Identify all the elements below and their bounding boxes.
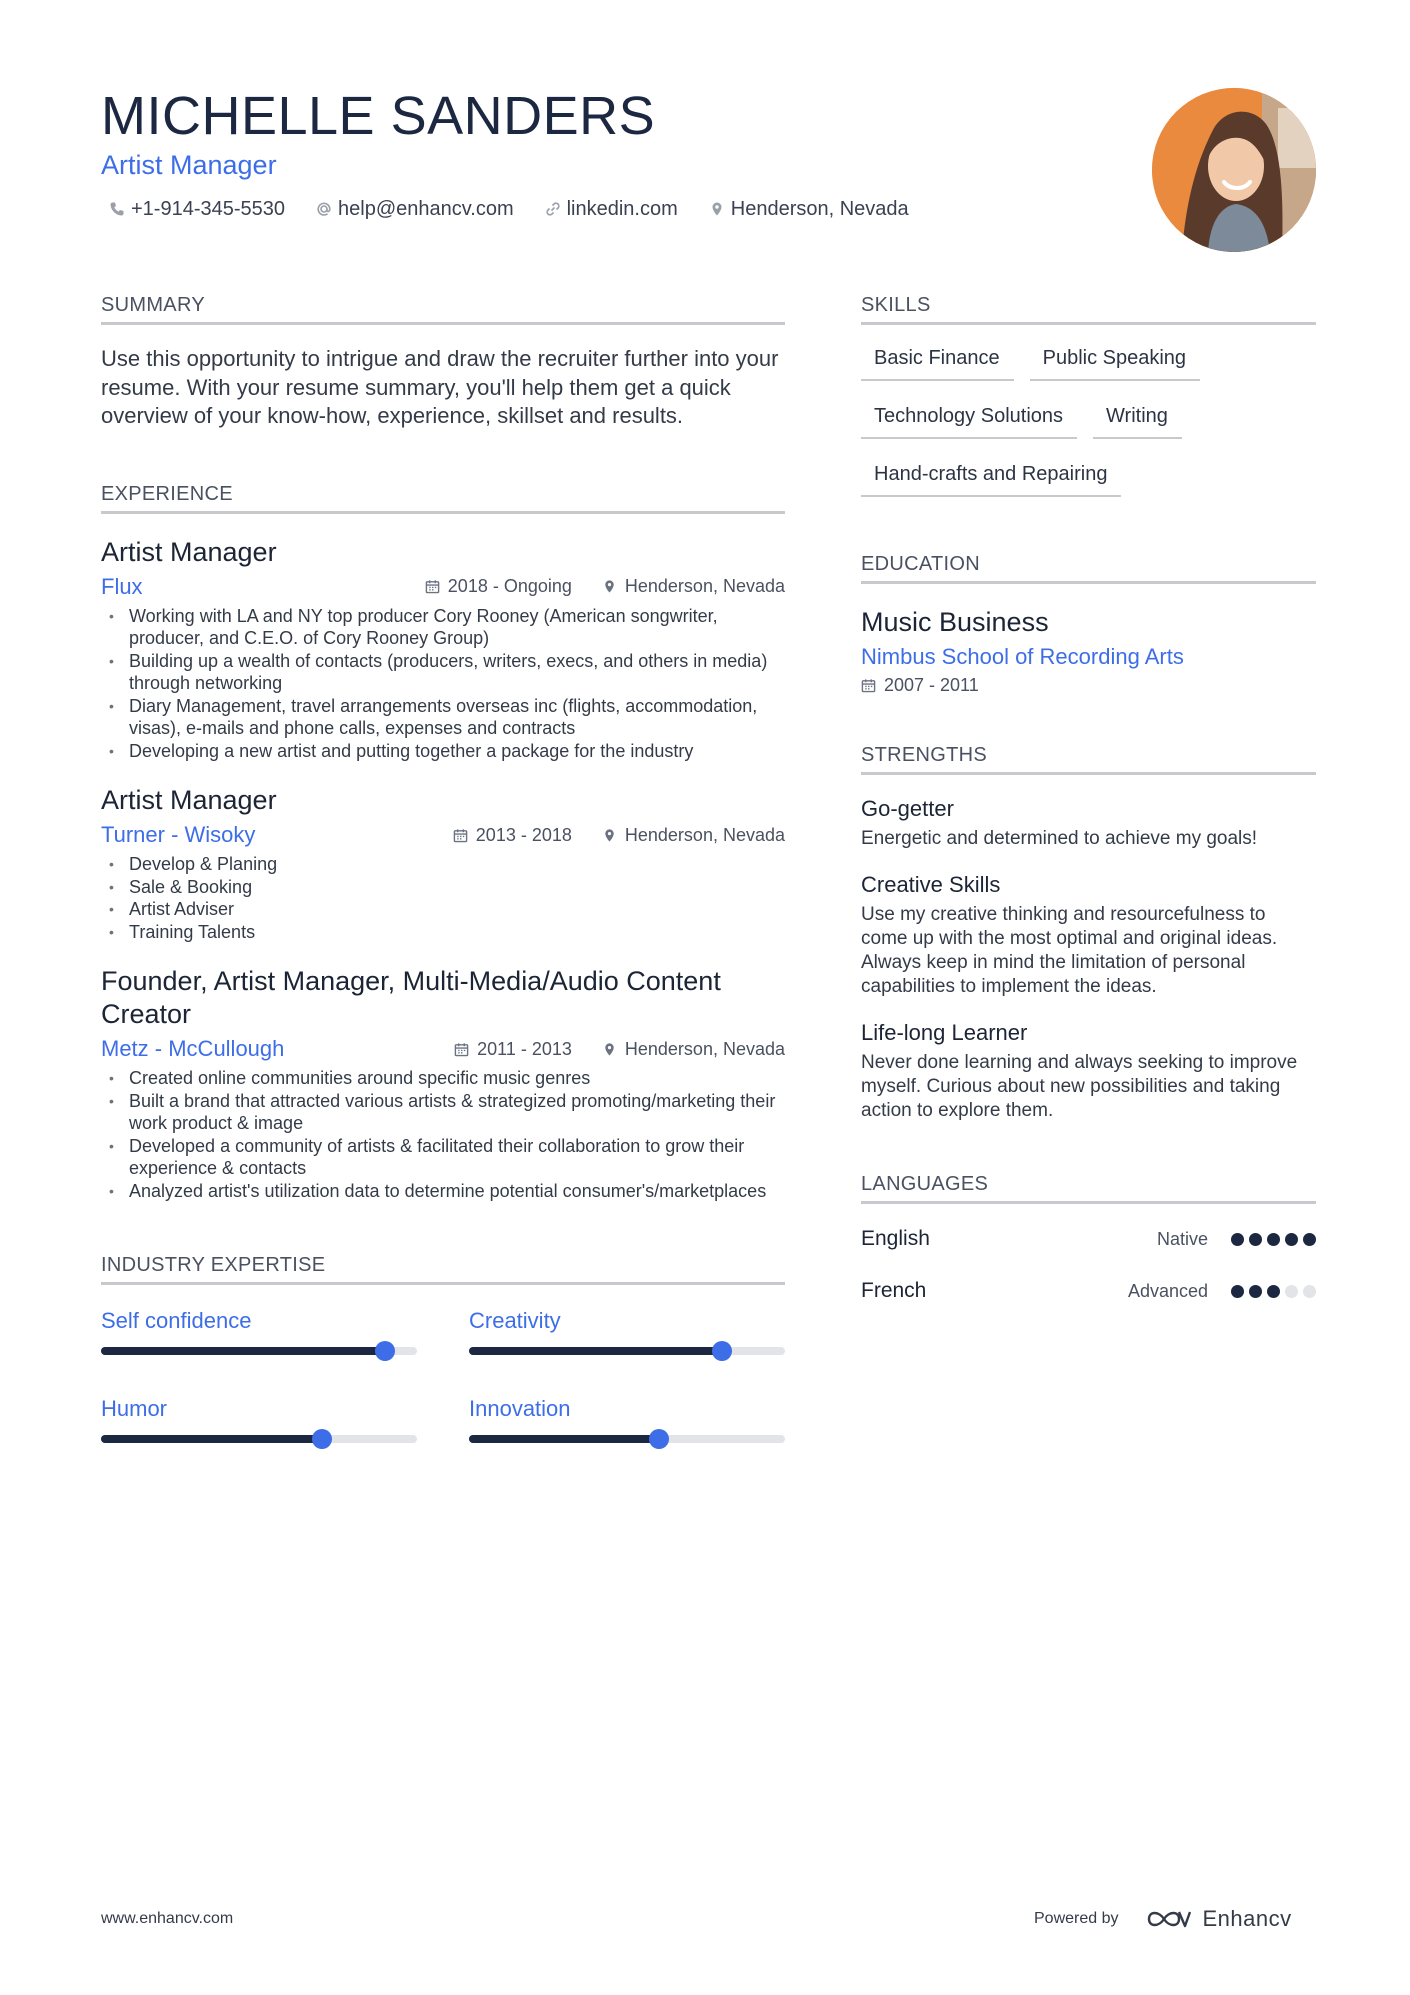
skills-section [861, 292, 1316, 513]
education-section [861, 551, 1316, 696]
job-meta [424, 1039, 785, 1060]
footer-url[interactable]: www.enhancv.com [101, 1910, 234, 1927]
job-meta-row [101, 573, 785, 601]
list-item: • Developed a community of artists & facilitated their collaboration to grow their experience & contacts [101, 1135, 785, 1180]
summary-section [101, 292, 785, 431]
contact-bar [108, 196, 939, 222]
list-item: • Diary Management, travel arrangements overseas inc (flights, accommodation, visas), e-mails and phone calls, expenses and contracts [101, 695, 785, 740]
at-icon [315, 200, 333, 218]
company-name: Metz - McCullough [101, 1036, 285, 1061]
proficiency-dot [1303, 1233, 1316, 1246]
expertise-item [469, 1395, 785, 1443]
list-item: • Analyzed artist's utilization data to determine potential consumer's/marketplaces [101, 1180, 785, 1203]
job-title: Artist Manager [101, 536, 277, 567]
industry-expertise-heading: INDUSTRY EXPERTISE [101, 1252, 785, 1285]
proficiency-dot [1267, 1233, 1280, 1246]
link-icon [544, 200, 562, 218]
strength-title: Go-getter [861, 796, 954, 821]
school-name: Nimbus School of Recording Arts [861, 644, 1184, 669]
job-dates-text: 2018 - Ongoing [447, 576, 572, 596]
expertise-bar-knob [375, 1341, 395, 1361]
proficiency-dot [1231, 1233, 1244, 1246]
experience-heading: EXPERIENCE [101, 481, 785, 514]
list-item: • Created online communities around specific music genres [101, 1067, 785, 1090]
language-level: Native [1156, 1228, 1208, 1249]
strength-description: Never done learning and always seeking to improve myself. Curious about new possibilities and taking action to explore them. [861, 1052, 1298, 1121]
summary-heading: SUMMARY [101, 292, 785, 325]
job-location [602, 576, 785, 597]
calendar-icon [454, 1042, 469, 1057]
job-meta-row [101, 821, 785, 849]
expertise-bar [469, 1347, 785, 1355]
job-meta [395, 576, 785, 597]
strength-item [861, 795, 1316, 851]
education-dates [861, 675, 1316, 696]
expertise-label: Innovation [469, 1396, 571, 1421]
expertise-bar-fill [101, 1347, 385, 1355]
strength-title: Creative Skills [861, 872, 1001, 897]
job-location [602, 1039, 785, 1060]
candidate-name: MICHELLE SANDERS [101, 86, 656, 146]
skills-heading: SKILLS [861, 292, 1316, 325]
strength-item [861, 871, 1316, 999]
contact-location-text: Henderson, Nevada [730, 198, 909, 220]
strengths-section [861, 742, 1316, 1123]
job-location-text: Henderson, Nevada [624, 1038, 785, 1059]
expertise-bar-fill [469, 1347, 722, 1355]
expertise-label: Creativity [469, 1308, 561, 1333]
job-meta [423, 825, 785, 846]
language-level: Advanced [1127, 1280, 1208, 1301]
expertise-grid [101, 1307, 785, 1443]
job-title: Founder, Artist Manager, Multi-Media/Audio Content Creator [101, 966, 721, 1029]
languages-heading: LANGUAGES [861, 1171, 1316, 1204]
language-name: English [861, 1227, 930, 1250]
enhancv-logo-icon [1145, 1907, 1191, 1931]
expertise-bar [101, 1347, 417, 1355]
list-item: • Working with LA and NY top producer Cory Rooney (American songwriter, producer, and C.E.O. of Cory Rooney Group) [101, 605, 785, 650]
expertise-bar-knob [649, 1429, 669, 1449]
job-meta-row [101, 1035, 785, 1063]
proficiency-dot [1231, 1285, 1244, 1298]
powered-by-label: Powered by [1034, 1910, 1119, 1927]
list-item: • Training Talents [101, 921, 785, 944]
list-item: • Built a brand that attracted various artists & strategized promoting/marketing their work product & image [101, 1090, 785, 1135]
language-dots [1226, 1285, 1316, 1298]
calendar-icon [861, 678, 876, 693]
job-bullets [101, 605, 785, 763]
experience-section [101, 481, 785, 1203]
expertise-bar [469, 1435, 785, 1443]
expertise-bar-knob [712, 1341, 732, 1361]
contact-email-text: help@enhancv.com [338, 198, 514, 220]
proficiency-dot [1267, 1285, 1280, 1298]
job-dates [454, 1039, 572, 1060]
enhancv-brand: Enhancv [1202, 1906, 1292, 1931]
expertise-bar [101, 1435, 417, 1443]
strength-description: Use my creative thinking and resourcefulness to come up with the most optimal and original ideas. Always keep in mind the limitation of personal capabilities to implement the ideas. [861, 904, 1278, 997]
list-item: • Develop & Planing [101, 853, 785, 876]
education-heading: EDUCATION [861, 551, 1316, 584]
education-dates-text: 2007 - 2011 [884, 675, 979, 695]
strength-item [861, 1019, 1316, 1123]
language-proficiency [1157, 1229, 1316, 1250]
language-proficiency [1128, 1281, 1316, 1302]
enhancv-logo[interactable] [1145, 1906, 1292, 1932]
expertise-item [101, 1307, 417, 1355]
language-row [861, 1274, 1316, 1308]
expertise-item [469, 1307, 785, 1355]
contact-linkedin-text: linkedin.com [566, 198, 678, 220]
list-item: • Building up a wealth of contacts (producers, writers, execs, and others in media) through networking [101, 650, 785, 695]
job-dates-text: 2013 - 2018 [475, 824, 572, 845]
language-dots [1226, 1233, 1316, 1246]
contact-linkedin[interactable] [544, 196, 678, 222]
company-name: Flux [101, 573, 143, 599]
proficiency-dot [1249, 1233, 1262, 1246]
job-dates [453, 825, 572, 846]
list-item: • Developing a new artist and putting together a package for the industry [101, 740, 785, 763]
expertise-bar-fill [101, 1435, 322, 1443]
skill-tag: Basic Finance [861, 339, 1014, 381]
location-icon [602, 579, 617, 594]
right-column [861, 292, 1316, 1308]
job-location [602, 825, 785, 846]
language-name: French [861, 1279, 927, 1302]
job-entry [101, 784, 785, 943]
degree-title: Music Business [861, 607, 1049, 637]
expertise-label: Self confidence [101, 1308, 252, 1333]
strength-description: Energetic and determined to achieve my goals! [861, 828, 1258, 849]
list-item: • Sale & Booking [101, 876, 785, 899]
powered-by [1034, 1906, 1292, 1932]
job-bullets [101, 853, 785, 943]
job-entry [101, 536, 785, 763]
skill-tag: Hand-crafts and Repairing [861, 455, 1121, 497]
location-icon [708, 200, 726, 218]
calendar-icon [425, 579, 440, 594]
strength-title: Life-long Learner [861, 1020, 1028, 1045]
proficiency-dot [1303, 1285, 1316, 1298]
job-location-text: Henderson, Nevada [624, 576, 785, 596]
calendar-icon [453, 828, 468, 843]
candidate-title: Artist Manager [101, 150, 277, 180]
languages-section [861, 1171, 1316, 1308]
contact-phone-text: +1-914-345-5530 [131, 198, 286, 220]
industry-expertise-section [101, 1252, 785, 1443]
proficiency-dot [1249, 1285, 1262, 1298]
proficiency-dot [1285, 1285, 1298, 1298]
location-icon [602, 1042, 617, 1057]
language-row [861, 1222, 1316, 1256]
expertise-bar-fill [469, 1435, 659, 1443]
summary-text: Use this opportunity to intrigue and draw the recruiter further into your resume. With your resume summary, you'll help them get a quick overview of your know-how, experience, skillset and results. [101, 346, 779, 428]
job-bullets [101, 1067, 785, 1202]
job-dates-text: 2011 - 2013 [477, 1038, 572, 1059]
skills-list [861, 339, 1316, 513]
contact-phone[interactable] [108, 196, 285, 222]
left-column [101, 292, 785, 1443]
skill-tag: Technology Solutions [861, 397, 1077, 439]
phone-icon [108, 200, 126, 218]
expertise-label: Humor [101, 1396, 168, 1421]
expertise-bar-knob [312, 1429, 332, 1449]
job-dates [425, 576, 572, 597]
list-item: • Artist Adviser [101, 898, 785, 921]
job-title: Artist Manager [101, 785, 277, 815]
skill-tag: Public Speaking [1030, 339, 1200, 381]
expertise-item [101, 1395, 417, 1443]
contact-email[interactable] [315, 196, 514, 222]
location-icon [602, 828, 617, 843]
skill-tag: Writing [1093, 397, 1182, 439]
job-location-text: Henderson, Nevada [624, 824, 785, 845]
strengths-heading: STRENGTHS [861, 742, 1316, 775]
profile-photo [1152, 88, 1316, 252]
company-name: Turner - Wisoky [101, 822, 256, 847]
contact-location [708, 196, 909, 222]
proficiency-dot [1285, 1233, 1298, 1246]
job-entry [101, 965, 785, 1202]
